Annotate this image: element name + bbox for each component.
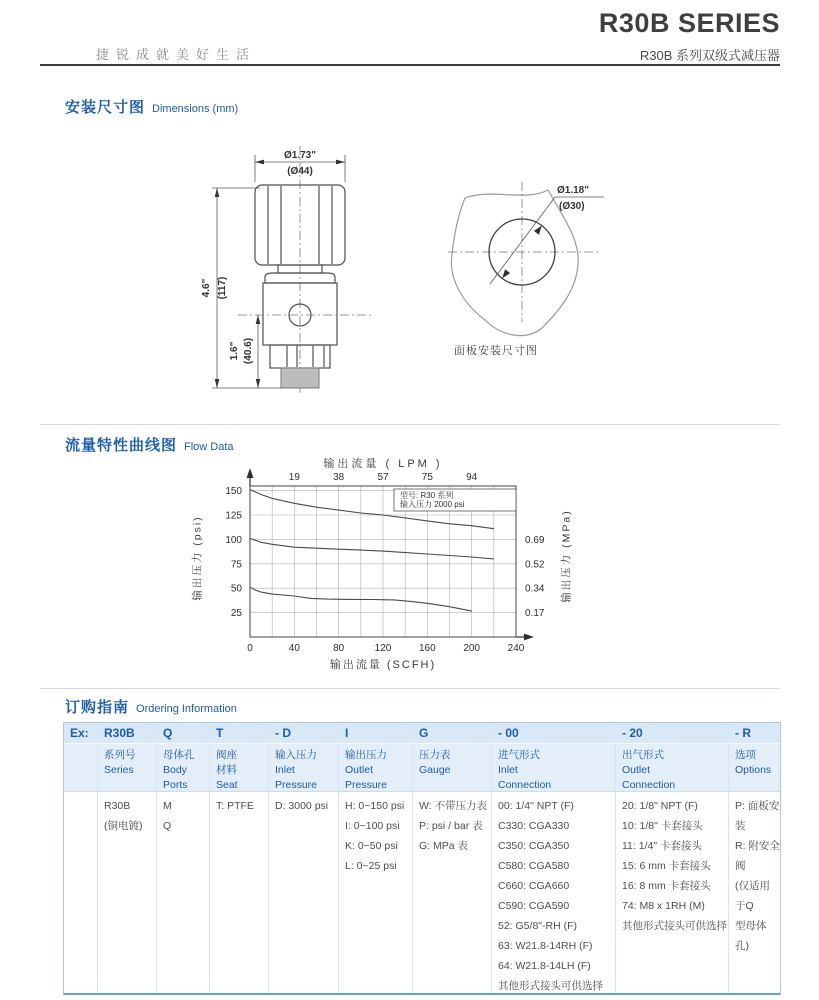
ordering-code [210,723,269,744]
ordering-option-cell-line: 64: W21.8-14LH (F) [498,960,591,972]
ordering-option-cell-line: M [163,800,172,812]
x-top-tick: 19 [288,472,300,483]
header-rule [40,64,780,66]
ordering-option-cell-line: 74: M8 x 1RH (M) [622,900,705,912]
x-bottom-tick: 200 [463,643,481,654]
front-view-drawing [180,140,420,400]
dim-height-mm: (117) [217,276,228,300]
ordering-option-cell-line: P: 面板安装 [735,800,780,832]
ordering-code-line: T [216,726,224,740]
ordering-option-cell-line: 63: W21.8-14RH (F) [498,940,593,952]
ordering-column-header [492,744,616,792]
ordering-option-cell-line: (铜电镀) [104,820,143,832]
ordering-option-cell-line: C330: CGA330 [498,820,570,832]
panel-dia-inch: Ø1.18" [557,185,589,196]
x-bottom-tick: 240 [507,643,525,654]
ordering-option-cell-line: K: 0~50 psi [345,840,398,852]
ordering-column-header-line: 母体孔 [163,749,195,761]
ordering-column-header-line: 出气形式 [622,749,664,761]
chart-bottom-axis-title: 输出流量 (SCFH) [329,659,437,671]
y-right-tick: 0.69 [525,534,545,546]
panel-hole-drawing [430,160,650,370]
section-title-zh: 流量特性曲线图 [65,437,178,454]
ordering-option-cell [616,792,729,993]
ordering-option-cell-line: I: 0~100 psi [345,820,400,832]
ordering-column-header-line: Inlet [498,764,518,776]
ordering-code [413,723,492,744]
section-title-zh: 安装尺寸图 [65,99,146,116]
y-right-tick: 0.52 [525,559,545,571]
ordering-column-header-line: Connection [498,779,552,791]
ordering-column-header [413,744,492,792]
y-left-tick: 125 [225,510,242,522]
ordering-option-cell-line: D: 3000 psi [275,800,329,812]
ordering-code-line: - D [275,726,291,740]
ordering-column-header-line: Options [735,764,772,776]
thread-stub [281,368,319,388]
ordering-column-header-line: 输入压力 [275,749,317,761]
ordering-column-header-line: 材料 [216,764,237,776]
y-left-tick: 50 [230,583,242,595]
y-left-tick: 75 [230,559,242,571]
chart-left-axis-title: 输出压力 (psi) [191,515,204,601]
dim-lower-mm: (40.6) [243,337,254,365]
ordering-column-header-line: Pressure [275,779,318,791]
ordering-code-line: Q [163,726,173,740]
section-title-en: Flow Data [184,441,234,453]
ordering-option-cell-line: T: PTFE [216,800,254,812]
ordering-option-cell [64,792,98,993]
ordering-column-header-line: Seat [216,779,238,791]
chart-top-axis-title: 输出流量 ( LPM ) [323,458,443,470]
ordering-option-cell-line: Q [163,820,172,832]
dim-height-inch: 4.6" [201,278,212,298]
chart-right-axis-title: 输出压力 (MPa) [560,509,573,603]
ordering-option-cell-line: 其他形式接头可供选择 [622,920,727,932]
ordering-option-cell-line: P: psi / bar 表 [419,820,483,832]
x-top-tick: 94 [466,472,478,483]
dim-top-dia-inch: Ø1.73" [284,150,316,161]
ordering-option-cell-line: C350: CGA350 [498,840,570,852]
ordering-column-header [269,744,339,792]
ordering-option-cell [413,792,492,993]
section-separator [40,424,780,425]
ordering-column-header-line: 进气形式 [498,749,540,761]
ordering-code-line: I [345,726,349,740]
ordering-column-header-line: Outlet [345,764,374,776]
ordering-option-cell-line: L: 0~25 psi [345,860,397,872]
series-title: R30B SERIES [598,8,780,38]
ordering-table [63,722,781,995]
y-left-tick: 100 [225,534,242,546]
dim-top-dia-mm: (Ø44) [287,166,313,177]
ordering-code [339,723,413,744]
ordering-column-header-line: Gauge [419,764,451,776]
ordering-option-cell-line: 16: 8 mm 卡套接头 [622,880,711,892]
x-bottom-tick: 80 [333,643,345,654]
y-axis-arrow [247,468,254,478]
x-bottom-tick: 160 [418,643,436,654]
section-title-en: Dimensions (mm) [152,103,239,115]
ordering-code-line: R30B [104,726,135,740]
ordering-column-header-line: Outlet [622,764,651,776]
legend-line-2: 输入压力 2000 psi [400,500,465,509]
ordering-code [492,723,616,744]
ordering-column-header [729,744,780,792]
ordering-code [98,723,157,744]
ordering-column-header-line: Connection [622,779,676,791]
section-title-dimensions [65,96,238,117]
panel-dia-mm: (Ø30) [559,201,585,212]
legend-line-1: 型号: R30 系列 [400,491,454,500]
ordering-option-cell-line: R: 附安全阀 [735,840,780,872]
x-axis-arrow [524,634,534,641]
y-left-tick: 150 [225,486,242,498]
ordering-column-header [64,744,98,792]
flow-curve-outlet-set-100psi [250,538,494,559]
dim-lower-inch: 1.6" [229,341,240,361]
ordering-option-cell-line: 10: 1/8" 卡套接头 [622,820,703,832]
ordering-column-header [157,744,210,792]
ordering-code [64,723,98,744]
ordering-column-header-line: Pressure [345,779,388,791]
ordering-option-cell-line: C580: CGA580 [498,860,570,872]
ordering-option-cell-line: H: 0~150 psi [345,800,405,812]
x-bottom-tick: 120 [374,643,392,654]
ordering-column-header-line: Inlet [275,764,295,776]
ordering-code-line: - R [735,726,751,740]
ordering-option-cell [729,792,780,993]
ordering-option-cell-line: C660: CGA660 [498,880,570,892]
ordering-code [616,723,729,744]
ordering-code [157,723,210,744]
ordering-column-header [98,744,157,792]
ordering-option-cell [210,792,269,993]
ordering-column-header-line: 输出压力 [345,749,387,761]
ordering-option-cell-line: 52: G5/8"-RH (F) [498,920,577,932]
ordering-option-cell-line: 11: 1/4" 卡套接头 [622,840,702,852]
ordering-code-line: G [419,726,429,740]
ordering-option-cell [98,792,157,993]
ordering-option-cell [339,792,413,993]
panel-caption: 面板安装尺寸图 [454,345,538,357]
ordering-code-line: - 20 [622,726,643,740]
series-subtitle: R30B 系列双级式减压器 [639,48,780,63]
ordering-code [729,723,780,744]
ordering-option-cell-line: 20: 1/8" NPT (F) [622,800,698,812]
x-bottom-tick: 0 [247,643,253,654]
ordering-option-cell-line: C590: CGA590 [498,900,570,912]
ordering-column-header [210,744,269,792]
x-top-tick: 75 [421,472,433,483]
ordering-option-cell-line: 00: 1/4" NPT (F) [498,800,574,812]
ordering-column-header-line: Body [163,764,187,776]
y-right-tick: 0.34 [525,583,545,595]
brand-tagline: 捷锐成就美好生活 [96,47,257,62]
y-right-tick: 0.17 [525,608,545,620]
ordering-column-header-line: Series [104,764,134,776]
ordering-option-cell [492,792,616,993]
ordering-code-line: Ex: [70,726,89,740]
ordering-option-cell-line: R30B [104,800,131,812]
ordering-column-header-line: 选项 [735,749,756,761]
ordering-column-header-line: Ports [163,779,188,791]
ordering-option-cell-line: G: MPa 表 [419,840,469,852]
ordering-option-cell-line: W: 不带压力表 [419,800,488,812]
ordering-code-line: - 00 [498,726,519,740]
y-left-tick: 25 [230,608,242,620]
flow-chart [185,452,605,667]
ordering-option-cell-line: (仅适用于Q [735,880,770,912]
section-title-zh: 订购指南 [65,699,130,716]
ordering-option-cell-line: 其他形式接头可供选择 [498,980,603,992]
ordering-code [269,723,339,744]
section-title-en: Ordering Information [136,703,237,715]
ordering-column-header-line: 阀座 [216,749,237,761]
ordering-option-cell-line: 型母体孔) [735,920,767,952]
x-bottom-tick: 40 [288,643,300,654]
ordering-option-cell [269,792,339,993]
ordering-column-header [616,744,729,792]
ordering-column-header-line: 压力表 [419,749,451,761]
ordering-option-cell-line: 15: 6 mm 卡套接头 [622,860,711,872]
section-title-ordering [65,696,237,717]
ordering-column-header [339,744,413,792]
ordering-option-cell [157,792,210,993]
ordering-column-header-line: 系列号 [104,749,136,761]
x-top-tick: 38 [333,472,345,483]
x-top-tick: 57 [377,472,389,483]
section-separator [40,688,780,689]
